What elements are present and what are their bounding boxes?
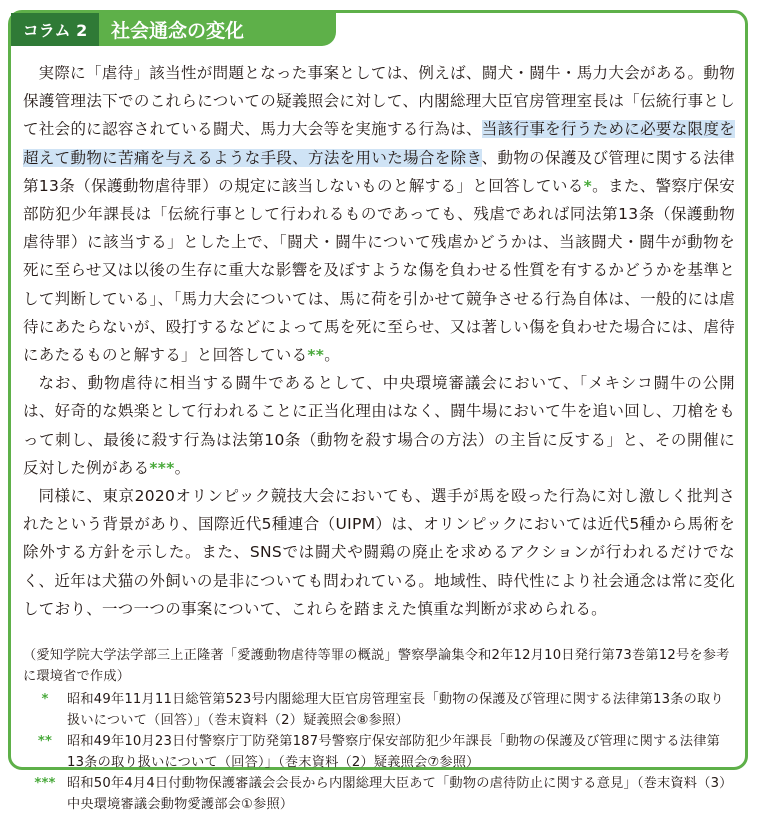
footnotes [23,689,735,815]
footnote-mark-2: ** [307,346,325,365]
footnote-3-mark: *** [34,776,56,792]
footnote-2 [23,731,735,773]
footnote-1-mark: * [41,692,49,708]
column-box [8,10,748,813]
footnote-3 [23,773,735,815]
paragraph-1-text-a: 実際に「虐待」該当性が問題となった事案としては、例えば、闘犬・闘牛・馬力大会がある。動物保護管理法下でのこれらについての疑義照会に対して、内閣総理大臣官房管理室長は「伝統行事として社会的に認容されている闘犬、馬力大会等を実施する行為は、 [23,64,735,139]
paragraph-1-text-d: 。 [324,346,341,365]
paragraph-1-text-c: 。また、警察庁保安部防犯少年課長は「伝統行事として行われるものであっても、残虐であれば同法第13条（保護動物虐待罪）に該当する」とした上で、「闘犬・闘牛について残虐かどうかは、当該闘犬・闘牛が動物を死に至らせ又は以後の生存に重大な影響を及ぼすような傷を負わせる性質を有するかどうかを基準として判断している」、「馬力大会については、馬に荷を引かせて競争させる行為自体は、一般的には虐待にあたらないが、殴打するなどによって馬を死に至らせ、又は著しい傷を負わせた場合には、虐待にあたるものと解する」と回答している [23,176,736,365]
paragraph-2 [23,369,735,482]
footnote-1-text: 昭和49年11月11日総管第523号内閣総理大臣官房管理室長「動物の保護及び管理に関する法律第13条の取り扱いについて（回答）」（巻末資料（2）疑義照会⑧参照） [67,692,724,729]
footnote-mark-1: * [583,176,593,195]
column-header [11,13,336,46]
paragraph-1 [23,59,735,369]
paragraph-2-text-b: 。 [174,458,191,477]
source-note: （愛知学院大学法学部三上正隆著「愛護動物虐待等罪の概説」警察學論集令和2年12月10日発行第73巻第12号を参考に環境省で作成） [23,648,730,685]
footnote-mark-3: *** [149,458,175,477]
footnote-3-text: 昭和50年4月4日付動物保護審議会会長から内閣総理大臣あて「動物の虐待防止に関する意見」（巻末資料（3）中央環境審議会動物愛護部会①参照） [67,776,733,813]
column-body [23,59,735,815]
paragraph-3: 同様に、東京2020オリンピック競技大会においても、選手が馬を殴った行為に対し激しく批判されたという背景があり、国際近代5種連合（UIPM）は、オリンピックにおいては近代5種から馬術を除外する方針を示した。また、SNSでは闘犬や闘鶏の廃止を求めるアクションが行われるだけでなく、近年は犬猫の外飼いの是非についても問われている。地域性、時代性により社会通念は常に変化しており、一つ一つの事案について、これらを踏まえた慎重な判断が求められる。 [23,487,735,618]
column-title: 社会通念の変化 [111,20,245,42]
column-number: コラム 2 [11,13,99,46]
paragraph-1-text-b: 、動物の保護及び管理に関する法律第13条（保護動物虐待罪）の規定に該当しないものと解する」と回答している [23,148,735,195]
highlighted-text: 当該行事を行うために必要な限度を超えて動物に苦痛を与えるような手段、方法を用いた場合を除き [23,120,735,167]
footnote-1 [23,689,735,731]
footnote-2-mark: ** [37,734,53,750]
paragraph-2-text-a: なお、動物虐待に相当する闘牛であるとして、中央環境審議会において、「メキシコ闘牛の公開は、好奇的な娯楽として行われることに正当化理由はなく、闘牛場において牛を追い回し、刀槍をもって刺し、最後に殺す行為は法第10条（動物を殺す場合の方法）の主旨に反する」と、その開催に反対した例がある [23,374,735,477]
footnote-2-text: 昭和49年10月23日付警察庁丁防発第187号警察庁保安部防犯少年課長「動物の保護及び管理に関する法律第13条の取り扱いについて（回答）」（巻末資料（2）疑義照会⑦参照） [67,734,720,771]
